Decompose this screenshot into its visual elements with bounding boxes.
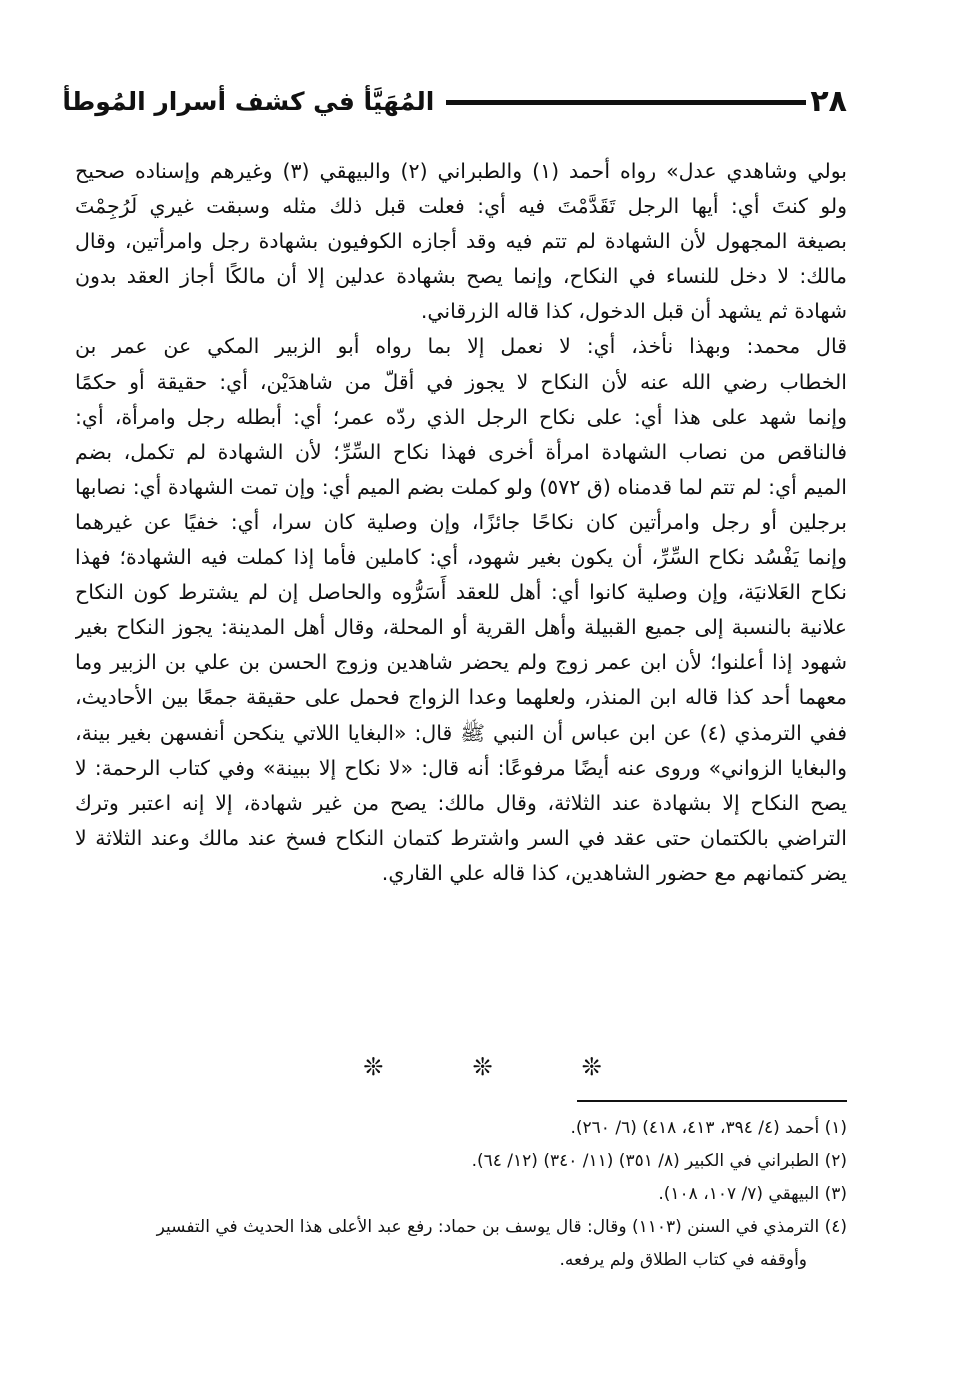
separator-star-icon: ❊	[581, 1053, 602, 1081]
text-line: بولي وشاهدي عدل» رواه أحمد (١) والطبراني (٢) والبيهقي (٣) وغيرهم وإسناده صحيح	[75, 159, 847, 183]
text-line: والبغايا الزواني» وروى عنه أيضًا مرفوعًا: أنه قال: «لا نكاح إلا ببينة» وفي كتاب الرحمة: لا	[75, 755, 847, 780]
book-title: المُهَيَّأ في كشف أسرار المُوطأ	[62, 87, 435, 116]
text-line: يصح النكاح إلا بشهادة عند الثلاثة، وقال مالك: يصح من غير شهادة، إلا إنه اعتبر وترك	[75, 790, 847, 815]
text-line: بصيغة المجهول لأن الشهادة لم تتم فيه وقد أجازه الكوفيون بشهادة رجل وامرأتين، وقال	[75, 229, 847, 254]
text-line: وإنما شهد على هذا أي: على نكاح الرجل الذي ردّه عمر؛ أي: أبطله رجل وامرأة، أي:	[75, 404, 847, 429]
text-line: ولو كنتَ أي: أيها الرجل تَقَدَّمْتَ فيه أي: فعلت قبل ذلك مثله وسبقت غيري لَرُجِمْتَ	[75, 194, 847, 219]
text-line: قال محمد: وبهذا نأخذ، أي: لا نعمل إلا بما رواه أبو الزبير المكي عن عمر بن	[75, 334, 847, 359]
header-rule	[446, 100, 806, 105]
text-line: الميم أي: لم تتم لما قدمناه (ق ٥٧٢) ولو كملت بضم الميم أي: وإن تمت الشهادة أي: نصابها	[75, 474, 847, 499]
text-line: نكاح العَلانيَة، وإن وصلية كانوا أي: أهل للعقد أَسَرُّوه والحاصل إن لم يشترط كون النكاح	[75, 580, 847, 605]
text-line: معهما أحد كذا قاله ابن المنذر، ولعلهما وعدا الزواج فحمل على حقيقة جمعًا بين الأحاديث،	[75, 685, 847, 710]
footnotes	[75, 1112, 847, 1277]
text-line: الخطاب رضي الله عنه لأن النكاح لا يجوز في أقلّ من شاهدَيْن، أي: حقيقة أو حكمًا	[75, 369, 847, 394]
separator-star-icon: ❊	[472, 1053, 493, 1081]
text-line: التراضي بالكتمان حتى عقد في السر واشترط كتمان النكاح فسخ عند مالك وعند الثلاثة لا	[75, 825, 847, 850]
text-line: مالك: لا دخل للنساء في النكاح، وإنما يصح بشهادة عدلين إلا أن مالكًا أجاز العقد بدون	[75, 264, 847, 289]
page-number: ٢٨	[810, 84, 847, 119]
page-header	[62, 82, 847, 122]
text-line: وإنما يَفْسُد نكاح السِّرِّ، أن يكون بغير شهود، أي: كاملين فأما إذا كملت فيه الشهادة؛ فهذا	[75, 545, 847, 570]
text-line: برجلين أو رجل وامرأتين كان نكاحًا جائزًا، وإن وصلية كان سرا، أي: خفيًا عن غيرهما	[75, 509, 847, 534]
text-line: علانية بالنسبة إلى جميع القبيلة وأهل القرية أو المحلة، وقال أهل المدينة: يجوز النكاح بغير	[75, 615, 847, 640]
text-line: شهادة ثم يشهد أن قبل الدخول، كذا قاله الزرقاني.	[420, 299, 847, 324]
text-line: ففي الترمذي (٤) عن ابن عباس أن النبي ﷺ قال: «البغايا اللاتي ينكحن أنفسهن بغير بينة،	[75, 720, 847, 745]
text-line: شهود إذا أعلنوا؛ لأن ابن عمر زوج ولم يحضر شاهدين وزوج الحسن بن علي بن الزبير وما	[75, 650, 847, 675]
footnote: (٣) البيهقي (٧/ ١٠٧، ١٠٨).	[658, 1184, 847, 1204]
footnote: (٢) الطبراني في الكبير (٨/ ٣٥١) (١١/ ٣٤٠) (١٢/ ٦٤).	[471, 1151, 847, 1171]
footnote: (١) أحمد (٤/ ٣٩٤، ٤١٣، ٤١٨) (٦/ ٢٦٠).	[570, 1118, 847, 1138]
footnote-continuation: وأوقفه في كتاب الطلاق ولم يرفعه.	[559, 1250, 807, 1270]
separator-star-icon: ❊	[363, 1053, 384, 1081]
footnote-rule	[577, 1100, 847, 1102]
text-line: يضر كتمانهم مع حضور الشاهدين، كذا قاله علي القاري.	[381, 860, 847, 885]
section-separator	[0, 1052, 965, 1082]
text-line: فالناقص من نصاب الشهادة امرأة أخرى فهذا نكاح السِّرِّ؛ لأن الشهادة لم تكمل، بضم	[75, 439, 847, 464]
footnote: (٤) الترمذي في السنن (١١٠٣) وقال: قال يوسف بن حماد: رفع عبد الأعلى هذا الحديث في التفسير	[156, 1217, 847, 1237]
main-text	[75, 154, 847, 891]
